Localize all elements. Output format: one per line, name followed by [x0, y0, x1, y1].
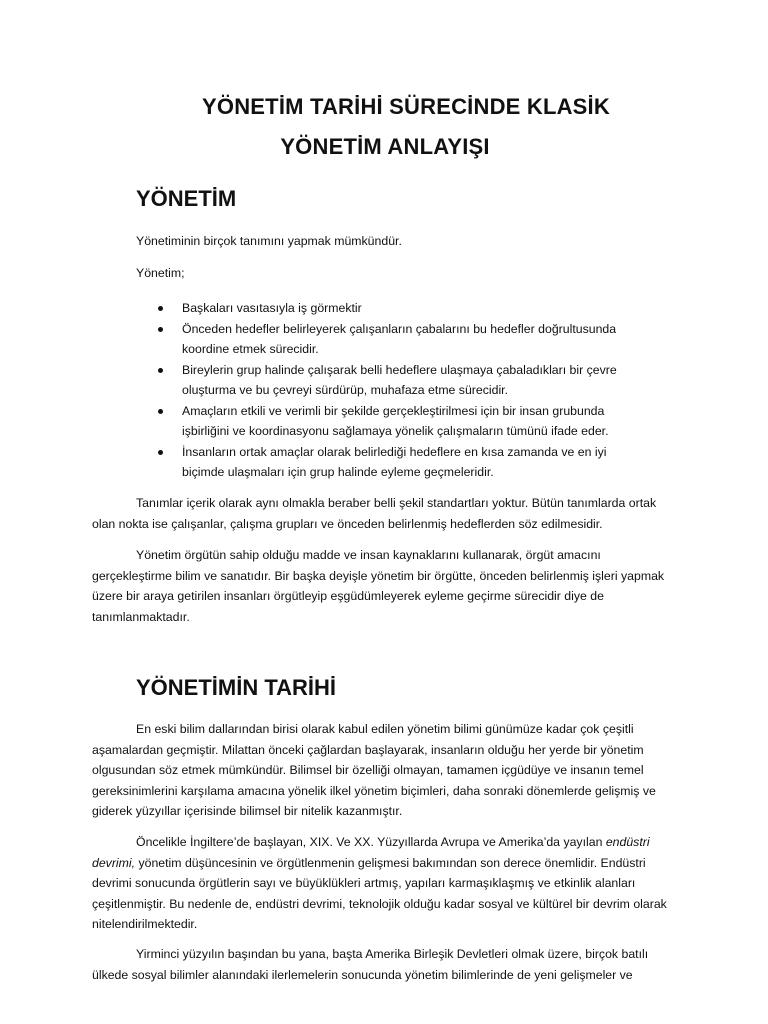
list-item-continuation: işbirliğini ve koordinasyonu sağlamaya yönelik çalışmaların tümünü ifade eder. [182, 424, 609, 438]
bullet-icon [158, 368, 163, 373]
list-item: Amaçların etkili ve verimli bir şekilde gerçekleştirilmesi için bir insan grubunda [156, 401, 617, 421]
definition-label: Yönetim; [136, 266, 185, 280]
definition-list [156, 298, 617, 483]
bullet-icon [158, 306, 163, 311]
list-item-continuation: oluşturma ve bu çevreyi sürdürüp, muhafaza etme sürecidir. [182, 383, 509, 397]
bullet-icon [158, 327, 163, 332]
list-item: Önceden hedefler belirleyerek çalışanların çabalarını bu hedefler doğrultusunda [156, 319, 617, 339]
list-item: Bireylerin grup halinde çalışarak belli hedeflere ulaşmaya çabaladıkları bir çevre [156, 360, 617, 380]
paragraph-twentieth-century: Yirminci yüzyılın başından bu yana, başta Amerika Birleşik Devletleri olmak üzere, birçok batılı ülkede sosyal bilimler alanındaki ilerlemelerin sonucunda yönetim bilimlerinde de yeni gelişmeler ve [92, 947, 649, 982]
section-heading-yonetimin-tarihi: YÖNETİMİN TARİHİ [136, 675, 337, 700]
bullet-icon [158, 450, 163, 455]
paragraph-industrial-revolution: Öncelikle İngiltere’de başlayan, XIX. Ve XX. Yüzyıllarda Avrupa ve Amerika’da yayılan endüstri devrimi, yönetim düşüncesinin ve örgütlenmenin gelişmesi bakımından son derece önemlidir. Endüstri devrimi sonucunda örgütlerin sayı ve büyüklükleri artmış, yapıları karmaşıklaşmış ve etkinlik alanları çeşitlenmiştir. Bu nedenle de, endüstri devrimi, teknolojik olduğu kadar sosyal ve kültürel bir devrim olarak nitelendirilmektedir. [92, 835, 667, 931]
intro-text: Yönetiminin birçok tanımını yapmak mümkündür. [136, 234, 402, 248]
bullet-icon [158, 409, 163, 414]
list-item: Başkaları vasıtasıyla iş görmektir [156, 298, 617, 318]
paragraph-definitions: Tanımlar içerik olarak aynı olmakla beraber belli şekil standartları yoktur. Bütün tanımlarda ortak olan nokta ise çalışanlar, çalışma grupları ve önceden belirlenmiş hedeflerden söz edilmesidir. [92, 496, 657, 531]
document-title-line-1: YÖNETİM TARİHİ SÜRECİNDE KLASİK [202, 94, 610, 119]
document-title-line-2: YÖNETİM ANLAYIŞI [280, 134, 490, 159]
list-item-continuation: koordine etmek sürecidir. [182, 342, 319, 356]
list-item: İnsanların ortak amaçlar olarak belirlediği hedeflere en kısa zamanda ve en iyi [156, 442, 617, 462]
section-heading-yonetim: YÖNETİM [136, 186, 237, 211]
paragraph-history: En eski bilim dallarından birisi olarak kabul edilen yönetim bilimi günümüze kadar çok çeşitli aşamalardan geçmiştir. Milattan önceki çağlardan başlayarak, insanların olduğu her yerde bir yönetim olgusundan söz etmek mümkündür. Bilimsel bir özelliği olmayan, tamamen içgüdüye ve insanın temel gereksinimlerini karşılama amacına yönelik ilkel yönetim biçimleri, daha sonraki dönemlerde gelişmiş ve giderek yüzyıllar içerisinde bilimsel bir nitelik kazanmıştır. [92, 722, 656, 818]
paragraph-management-science: Yönetim örgütün sahip olduğu madde ve insan kaynaklarını kullanarak, örgüt amacını gerçekleştirme bilim ve sanatıdır. Bir başka deyişle yönetim bir örgütte, önceden belirlenmiş işleri yapmak üzere bir araya getirilen insanları örgütleyip eşgüdümleyerek eyleme geçirme sürecidir diye de tanımlanmaktadır. [92, 548, 665, 624]
list-item-continuation: biçimde ulaşmaları için grup halinde eyleme geçmeleridir. [182, 465, 494, 479]
